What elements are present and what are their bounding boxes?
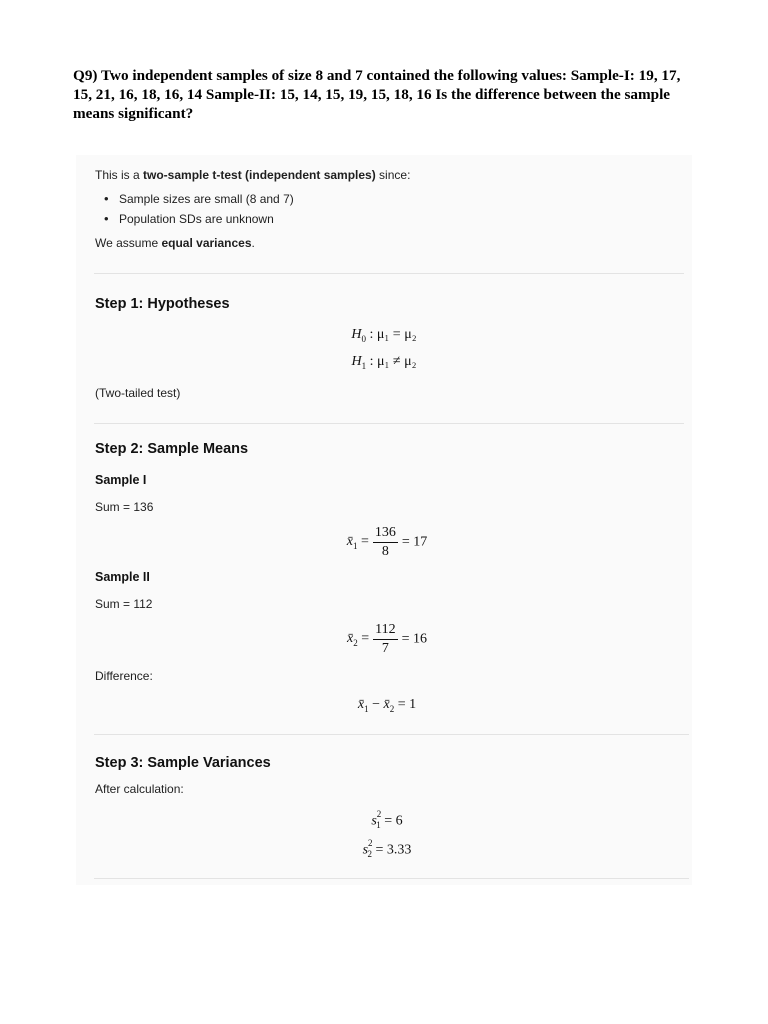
h1-expression: μ₁ ≠ μ₂ [377,354,417,369]
step2-title: Step 2: Sample Means [95,441,249,457]
variance1-result: = 6 [384,813,403,829]
difference-formula: $x̄_1$ − $x̄_2 = 1$ [357,697,417,714]
intro-bullets [104,189,294,229]
divider [94,734,689,735]
step3-title: Step 3: Sample Variances [95,755,271,771]
step1-title: Step 1: Hypotheses [95,296,230,312]
h0-expression: μ₁ = μ₂ [376,327,417,342]
intro-prefix: This is a [95,168,144,182]
mean1-denominator: 8 [381,544,389,559]
assumption-line [95,236,255,250]
assume-bold: equal variances [161,236,252,250]
variance1-formula: $s^2_1 = 6$ [371,809,403,831]
bullet-item: • Sample sizes are small (8 and 7) [104,189,294,209]
mean2-denominator: 7 [381,641,389,656]
difference-result: = 1 [397,697,417,712]
assume-suffix: . [251,236,255,250]
hypothesis-h0: $H_0$ : μ₁ = μ₂ [351,327,417,344]
mean1-result: = 17 [401,534,428,550]
solution-screenshot [76,155,692,885]
divider [94,878,689,879]
divider [94,423,684,424]
step3-text: After calculation: [95,782,184,796]
mean1-formula: $x̄_1$ = $\frac{136}{8}$ = 17 [346,525,428,559]
intro-suffix: since: [375,168,411,182]
test-name: two-sample t-test (independent samples) [143,168,376,182]
question-text: Q9) Two independent samples of size 8 and 7 contained the following values: Sample-I: 19, 17, 15, 21, 16, 18, 16, 14 Sample-II: 15, 14, 15, 19, 15, 18, 16 Is the difference between the sample means significant? [73,67,681,122]
assume-prefix: We assume [95,236,162,250]
hypothesis-h1: $H_1$ : μ₁ ≠ μ₂ [351,354,417,371]
sample2-label: Sample II [95,570,150,584]
step1-note: (Two-tailed test) [95,386,181,400]
sample1-label: Sample I [95,473,147,487]
divider [94,273,684,274]
mean2-numerator: 112 [373,622,397,640]
intro-line [95,168,410,182]
bullet-item: • Population SDs are unknown [104,209,294,229]
sample2-sum: Sum = 112 [95,597,153,611]
variance2-result: = 3.33 [375,842,412,858]
mean2-formula: $x̄_2$ = $\frac{112}{7}$ = 16 [346,622,427,656]
difference-label: Difference: [95,669,153,683]
sample1-sum: Sum = 136 [95,500,154,514]
variance2-formula: $s^2_2 = 3.33$ [362,838,412,860]
mean2-result: = 16 [401,631,427,647]
mean1-numerator: 136 [373,525,398,543]
